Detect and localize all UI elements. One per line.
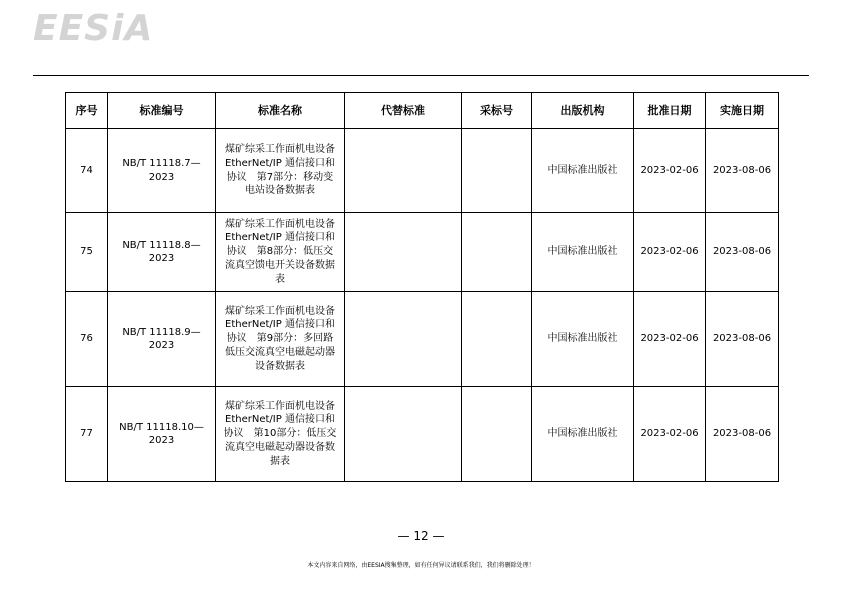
cell-replaces xyxy=(345,129,462,213)
cell-name: 煤矿综采工作面机电设备 EtherNet/IP 通信接口和协议 第9部分：多回路低压交流真空电磁起动器设备数据表 xyxy=(216,292,345,387)
cell-adopted xyxy=(462,213,532,292)
col-header-publisher: 出版机构 xyxy=(532,93,634,129)
cell-name: 煤矿综采工作面机电设备 EtherNet/IP 通信接口和协议 第10部分：低压交流真空电磁起动器设备数据表 xyxy=(216,387,345,482)
cell-name: 煤矿综采工作面机电设备 EtherNet/IP 通信接口和协议 第7部分：移动变电站设备数据表 xyxy=(216,129,345,213)
table-row xyxy=(66,213,779,292)
col-header-replaces: 代替标准 xyxy=(345,93,462,129)
cell-code: NB/T 11118.8—2023 xyxy=(108,213,216,292)
cell-code: NB/T 11118.10—2023 xyxy=(108,387,216,482)
col-header-no: 序号 xyxy=(66,93,108,129)
eesia-logo: EESiA xyxy=(33,8,154,49)
cell-replaces xyxy=(345,213,462,292)
page-number: — 12 — xyxy=(397,529,445,543)
cell-approved: 2023-02-06 xyxy=(634,292,706,387)
standards-table xyxy=(65,92,779,482)
cell-code: NB/T 11118.9—2023 xyxy=(108,292,216,387)
cell-adopted xyxy=(462,387,532,482)
cell-publisher: 中国标准出版社 xyxy=(532,213,634,292)
col-header-name: 标准名称 xyxy=(216,93,345,129)
table-header-row xyxy=(66,93,779,129)
col-header-code: 标准编号 xyxy=(108,93,216,129)
cell-name: 煤矿综采工作面机电设备 EtherNet/IP 通信接口和协议 第8部分：低压交流真空馈电开关设备数据表 xyxy=(216,213,345,292)
cell-approved: 2023-02-06 xyxy=(634,213,706,292)
col-header-approved: 批准日期 xyxy=(634,93,706,129)
cell-replaces xyxy=(345,292,462,387)
cell-approved: 2023-02-06 xyxy=(634,387,706,482)
cell-replaces xyxy=(345,387,462,482)
cell-code: NB/T 11118.7—2023 xyxy=(108,129,216,213)
footer-disclaimer: 本文内容来自网络，由EESIA搜集整理，如有任何异议请联系我们，我们将删除处理！ xyxy=(307,562,535,569)
col-header-adopted: 采标号 xyxy=(462,93,532,129)
cell-no: 76 xyxy=(66,292,108,387)
cell-no: 74 xyxy=(66,129,108,213)
cell-approved: 2023-02-06 xyxy=(634,129,706,213)
cell-effective: 2023-08-06 xyxy=(706,387,779,482)
cell-effective: 2023-08-06 xyxy=(706,213,779,292)
cell-effective: 2023-08-06 xyxy=(706,292,779,387)
cell-effective: 2023-08-06 xyxy=(706,129,779,213)
col-header-effective: 实施日期 xyxy=(706,93,779,129)
table-row xyxy=(66,292,779,387)
cell-adopted xyxy=(462,292,532,387)
table-row xyxy=(66,129,779,213)
cell-publisher: 中国标准出版社 xyxy=(532,292,634,387)
cell-publisher: 中国标准出版社 xyxy=(532,129,634,213)
cell-publisher: 中国标准出版社 xyxy=(532,387,634,482)
cell-no: 77 xyxy=(66,387,108,482)
table-row xyxy=(66,387,779,482)
cell-adopted xyxy=(462,129,532,213)
header-rule xyxy=(33,75,809,76)
cell-no: 75 xyxy=(66,213,108,292)
